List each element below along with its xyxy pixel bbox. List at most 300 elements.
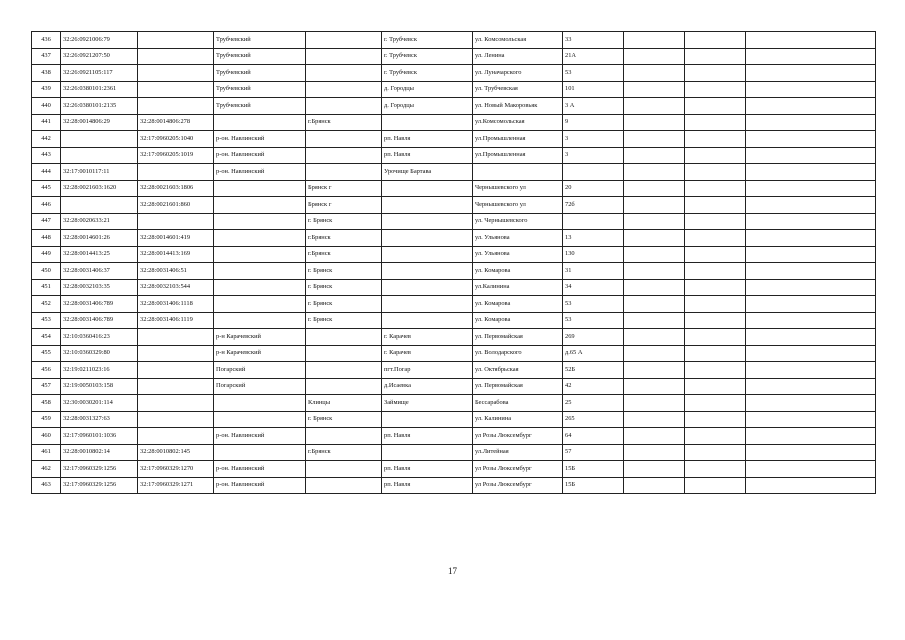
settlement-cell: пгт.Погар [382, 362, 473, 379]
row-number-cell: 448 [32, 230, 61, 247]
district-cell: Трубчевский [214, 32, 306, 49]
cadastral-number-2-cell: 32:17:0960329:1271 [138, 477, 214, 494]
cadastral-number-cell: 32:28:0014601:26 [61, 230, 138, 247]
row-number-cell: 436 [32, 32, 61, 49]
cadastral-number-2-cell [138, 345, 214, 362]
house-number-cell: 57 [563, 444, 624, 461]
settlement-cell: рп. Навля [382, 461, 473, 478]
cadastral-number-2-cell [138, 213, 214, 230]
table-row [32, 329, 876, 346]
extra-cell-3 [746, 230, 876, 247]
settlement-cell: рп. Навля [382, 428, 473, 445]
house-number-cell: 25 [563, 395, 624, 412]
district-cell [214, 197, 306, 214]
cadastral-number-2-cell: 32:28:0031406:1118 [138, 296, 214, 313]
extra-cell-3 [746, 32, 876, 49]
registry-table [31, 31, 876, 494]
house-number-cell [563, 213, 624, 230]
extra-cell-2 [685, 395, 746, 412]
table-row [32, 147, 876, 164]
house-number-cell: 20 [563, 180, 624, 197]
extra-cell-3 [746, 477, 876, 494]
extra-cell-3 [746, 213, 876, 230]
cadastral-number-2-cell [138, 164, 214, 181]
city-cell [306, 461, 382, 478]
city-cell: г.Брянск [306, 246, 382, 263]
settlement-cell: г. Трубчевск [382, 48, 473, 65]
settlement-cell [382, 180, 473, 197]
house-number-cell: 53 [563, 312, 624, 329]
house-number-cell [563, 164, 624, 181]
district-cell [214, 230, 306, 247]
city-cell: г.Брянск [306, 114, 382, 131]
settlement-cell: д.Исаевка [382, 378, 473, 395]
city-cell [306, 345, 382, 362]
district-cell [214, 279, 306, 296]
city-cell [306, 32, 382, 49]
street-cell: ул. Трубчевская [473, 81, 563, 98]
extra-cell-2 [685, 197, 746, 214]
street-cell: ул. Комсомольская [473, 32, 563, 49]
district-cell: р-он. Навлинский [214, 461, 306, 478]
house-number-cell: 265 [563, 411, 624, 428]
extra-cell-1 [624, 48, 685, 65]
settlement-cell [382, 197, 473, 214]
street-cell: ул.Литейная [473, 444, 563, 461]
city-cell [306, 362, 382, 379]
extra-cell-3 [746, 98, 876, 115]
cadastral-number-cell: 32:10:0360329:80 [61, 345, 138, 362]
cadastral-number-2-cell [138, 362, 214, 379]
page-number: 17 [448, 566, 457, 576]
house-number-cell: 15Б [563, 461, 624, 478]
city-cell: г. Брянск [306, 296, 382, 313]
house-number-cell: 3 [563, 131, 624, 148]
city-cell: г. Брянск [306, 279, 382, 296]
city-cell: г.Брянск [306, 444, 382, 461]
street-cell: ул. Чернышевского [473, 213, 563, 230]
table-row [32, 477, 876, 494]
extra-cell-2 [685, 180, 746, 197]
table-row [32, 230, 876, 247]
row-number-cell: 440 [32, 98, 61, 115]
extra-cell-2 [685, 477, 746, 494]
row-number-cell: 452 [32, 296, 61, 313]
cadastral-number-2-cell: 32:28:0031406:51 [138, 263, 214, 280]
cadastral-number-2-cell [138, 329, 214, 346]
cadastral-number-cell: 32:26:0921105:117 [61, 65, 138, 82]
settlement-cell [382, 213, 473, 230]
cadastral-number-2-cell [138, 48, 214, 65]
row-number-cell: 442 [32, 131, 61, 148]
extra-cell-3 [746, 444, 876, 461]
city-cell [306, 428, 382, 445]
house-number-cell: 34 [563, 279, 624, 296]
district-cell [214, 114, 306, 131]
extra-cell-2 [685, 147, 746, 164]
extra-cell-3 [746, 81, 876, 98]
street-cell: ул Розы Люксембург [473, 428, 563, 445]
cadastral-number-cell: 32:10:0360416:23 [61, 329, 138, 346]
extra-cell-2 [685, 345, 746, 362]
city-cell [306, 477, 382, 494]
extra-cell-2 [685, 164, 746, 181]
table-row [32, 180, 876, 197]
row-number-cell: 459 [32, 411, 61, 428]
district-cell: Трубчевский [214, 48, 306, 65]
row-number-cell: 463 [32, 477, 61, 494]
table-row [32, 444, 876, 461]
table-row [32, 263, 876, 280]
cadastral-number-cell: 32:28:0014413:25 [61, 246, 138, 263]
extra-cell-2 [685, 65, 746, 82]
cadastral-number-2-cell: 32:28:0031406:1119 [138, 312, 214, 329]
settlement-cell [382, 114, 473, 131]
extra-cell-1 [624, 246, 685, 263]
settlement-cell: рп. Навля [382, 477, 473, 494]
extra-cell-2 [685, 213, 746, 230]
settlement-cell: г. Трубчевск [382, 65, 473, 82]
street-cell: ул Розы Люксембург [473, 477, 563, 494]
city-cell: Брянск г [306, 180, 382, 197]
extra-cell-3 [746, 180, 876, 197]
city-cell: г. Брянск [306, 312, 382, 329]
street-cell: ул. Октябрьская [473, 362, 563, 379]
street-cell: ул. Володарского [473, 345, 563, 362]
house-number-cell: 9 [563, 114, 624, 131]
table-row [32, 312, 876, 329]
extra-cell-3 [746, 411, 876, 428]
row-number-cell: 438 [32, 65, 61, 82]
cadastral-number-cell: 32:26:0921006:79 [61, 32, 138, 49]
extra-cell-1 [624, 279, 685, 296]
city-cell [306, 48, 382, 65]
street-cell: ул. Калинина [473, 411, 563, 428]
extra-cell-3 [746, 296, 876, 313]
settlement-cell [382, 263, 473, 280]
extra-cell-3 [746, 114, 876, 131]
row-number-cell: 458 [32, 395, 61, 412]
district-cell: Трубчевский [214, 98, 306, 115]
cadastral-number-2-cell: 32:17:0960205:1019 [138, 147, 214, 164]
extra-cell-1 [624, 213, 685, 230]
house-number-cell: 53 [563, 65, 624, 82]
district-cell: Трубчевский [214, 65, 306, 82]
city-cell [306, 147, 382, 164]
table-row [32, 395, 876, 412]
row-number-cell: 441 [32, 114, 61, 131]
cadastral-number-cell: 32:28:0021603:1620 [61, 180, 138, 197]
district-cell [214, 296, 306, 313]
cadastral-number-2-cell: 32:28:0032103:544 [138, 279, 214, 296]
cadastral-number-2-cell: 32:17:0960205:1040 [138, 131, 214, 148]
cadastral-number-cell: 32:26:0921207:50 [61, 48, 138, 65]
table-row [32, 213, 876, 230]
row-number-cell: 443 [32, 147, 61, 164]
settlement-cell [382, 246, 473, 263]
row-number-cell: 449 [32, 246, 61, 263]
extra-cell-1 [624, 345, 685, 362]
table-row [32, 98, 876, 115]
city-cell [306, 164, 382, 181]
district-cell: р-он. Навлинский [214, 164, 306, 181]
district-cell: р-он. Навлинский [214, 428, 306, 445]
row-number-cell: 456 [32, 362, 61, 379]
extra-cell-1 [624, 329, 685, 346]
cadastral-number-2-cell [138, 32, 214, 49]
extra-cell-3 [746, 131, 876, 148]
extra-cell-2 [685, 32, 746, 49]
table-row [32, 428, 876, 445]
city-cell [306, 131, 382, 148]
house-number-cell: д.65 А [563, 345, 624, 362]
extra-cell-1 [624, 296, 685, 313]
house-number-cell: 3 [563, 147, 624, 164]
extra-cell-2 [685, 329, 746, 346]
cadastral-number-cell: 32:28:0020633:21 [61, 213, 138, 230]
cadastral-number-cell: 32:28:0014806:29 [61, 114, 138, 131]
settlement-cell: г. Карачев [382, 345, 473, 362]
extra-cell-3 [746, 461, 876, 478]
city-cell [306, 98, 382, 115]
extra-cell-1 [624, 164, 685, 181]
row-number-cell: 453 [32, 312, 61, 329]
district-cell [214, 444, 306, 461]
extra-cell-3 [746, 147, 876, 164]
district-cell: р-н Карачевский [214, 345, 306, 362]
extra-cell-1 [624, 395, 685, 412]
settlement-cell [382, 444, 473, 461]
registry-table-body [32, 32, 876, 494]
street-cell: ул. Первомайская [473, 329, 563, 346]
settlement-cell: Займище [382, 395, 473, 412]
extra-cell-3 [746, 329, 876, 346]
table-row [32, 246, 876, 263]
settlement-cell [382, 312, 473, 329]
cadastral-number-cell: 32:19:0211023:16 [61, 362, 138, 379]
district-cell: р-он. Навлинский [214, 147, 306, 164]
extra-cell-2 [685, 48, 746, 65]
row-number-cell: 445 [32, 180, 61, 197]
cadastral-number-2-cell: 32:28:0021603:1806 [138, 180, 214, 197]
settlement-cell: г. Трубчевск [382, 32, 473, 49]
street-cell: Чернышевского ул [473, 180, 563, 197]
city-cell: г. Брянск [306, 263, 382, 280]
extra-cell-1 [624, 444, 685, 461]
extra-cell-2 [685, 114, 746, 131]
street-cell: ул.Комсомольская [473, 114, 563, 131]
city-cell: г. Брянск [306, 411, 382, 428]
table-row [32, 296, 876, 313]
cadastral-number-2-cell: 32:28:0014806:278 [138, 114, 214, 131]
extra-cell-2 [685, 263, 746, 280]
table-row [32, 48, 876, 65]
extra-cell-2 [685, 444, 746, 461]
table-row [32, 411, 876, 428]
street-cell [473, 164, 563, 181]
extra-cell-2 [685, 246, 746, 263]
extra-cell-2 [685, 411, 746, 428]
table-row [32, 461, 876, 478]
cadastral-number-2-cell [138, 378, 214, 395]
extra-cell-2 [685, 461, 746, 478]
street-cell: Чернышевского ул [473, 197, 563, 214]
street-cell: ул. Первомайская [473, 378, 563, 395]
district-cell [214, 213, 306, 230]
district-cell: р-он. Навлинский [214, 131, 306, 148]
cadastral-number-2-cell: 32:17:0960329:1270 [138, 461, 214, 478]
settlement-cell [382, 230, 473, 247]
street-cell: Бессарабова [473, 395, 563, 412]
house-number-cell: 53 [563, 296, 624, 313]
cadastral-number-cell: 32:17:0960329:1256 [61, 461, 138, 478]
extra-cell-1 [624, 362, 685, 379]
cadastral-number-2-cell: 32:28:0014413:169 [138, 246, 214, 263]
house-number-cell: 31 [563, 263, 624, 280]
extra-cell-1 [624, 131, 685, 148]
table-row [32, 131, 876, 148]
extra-cell-2 [685, 296, 746, 313]
extra-cell-1 [624, 312, 685, 329]
settlement-cell: Урочище Бартава [382, 164, 473, 181]
row-number-cell: 439 [32, 81, 61, 98]
extra-cell-3 [746, 345, 876, 362]
extra-cell-2 [685, 362, 746, 379]
extra-cell-1 [624, 461, 685, 478]
row-number-cell: 444 [32, 164, 61, 181]
district-cell [214, 263, 306, 280]
house-number-cell: 13 [563, 230, 624, 247]
row-number-cell: 454 [32, 329, 61, 346]
extra-cell-3 [746, 164, 876, 181]
extra-cell-3 [746, 263, 876, 280]
cadastral-number-cell: 32:30:0030201:114 [61, 395, 138, 412]
settlement-cell: д. Городцы [382, 81, 473, 98]
cadastral-number-cell: 32:28:0010802:14 [61, 444, 138, 461]
extra-cell-2 [685, 279, 746, 296]
cadastral-number-2-cell [138, 81, 214, 98]
row-number-cell: 462 [32, 461, 61, 478]
extra-cell-1 [624, 65, 685, 82]
cadastral-number-2-cell [138, 428, 214, 445]
extra-cell-1 [624, 411, 685, 428]
extra-cell-1 [624, 98, 685, 115]
extra-cell-1 [624, 263, 685, 280]
street-cell: ул Розы Люксембург [473, 461, 563, 478]
cadastral-number-cell [61, 147, 138, 164]
table-row [32, 345, 876, 362]
cadastral-number-cell [61, 131, 138, 148]
street-cell: ул. Комарова [473, 263, 563, 280]
cadastral-number-cell: 32:28:0031406:789 [61, 296, 138, 313]
extra-cell-3 [746, 395, 876, 412]
extra-cell-3 [746, 246, 876, 263]
house-number-cell: 15Б [563, 477, 624, 494]
district-cell [214, 246, 306, 263]
extra-cell-1 [624, 230, 685, 247]
street-cell: ул.Калинина [473, 279, 563, 296]
street-cell: ул.Промышленная [473, 147, 563, 164]
street-cell: ул. Новый Макоровьяк [473, 98, 563, 115]
extra-cell-1 [624, 197, 685, 214]
house-number-cell: 72б [563, 197, 624, 214]
row-number-cell: 437 [32, 48, 61, 65]
row-number-cell: 450 [32, 263, 61, 280]
extra-cell-3 [746, 378, 876, 395]
table-row [32, 81, 876, 98]
city-cell: Брянск г [306, 197, 382, 214]
extra-cell-3 [746, 428, 876, 445]
settlement-cell: рп. Навля [382, 147, 473, 164]
row-number-cell: 457 [32, 378, 61, 395]
extra-cell-3 [746, 65, 876, 82]
city-cell: г. Брянск [306, 213, 382, 230]
cadastral-number-cell: 32:19:0050103:158 [61, 378, 138, 395]
extra-cell-1 [624, 114, 685, 131]
settlement-cell: рп. Навля [382, 131, 473, 148]
city-cell [306, 329, 382, 346]
row-number-cell: 447 [32, 213, 61, 230]
district-cell: р-н Карачевский [214, 329, 306, 346]
cadastral-number-2-cell [138, 98, 214, 115]
row-number-cell: 446 [32, 197, 61, 214]
street-cell: ул. Ульянова [473, 230, 563, 247]
extra-cell-3 [746, 312, 876, 329]
house-number-cell: 33 [563, 32, 624, 49]
extra-cell-1 [624, 378, 685, 395]
extra-cell-3 [746, 362, 876, 379]
cadastral-number-2-cell: 32:28:0014601:419 [138, 230, 214, 247]
extra-cell-3 [746, 48, 876, 65]
cadastral-number-cell: 32:17:0010117:11 [61, 164, 138, 181]
cadastral-number-cell [61, 197, 138, 214]
cadastral-number-cell: 32:26:0380101:2135 [61, 98, 138, 115]
district-cell: Погарский [214, 362, 306, 379]
street-cell: ул. Комарова [473, 312, 563, 329]
house-number-cell: 101 [563, 81, 624, 98]
cadastral-number-cell: 32:28:0031327:63 [61, 411, 138, 428]
table-row [32, 362, 876, 379]
city-cell: Клинцы [306, 395, 382, 412]
cadastral-number-cell: 32:17:0960101:1036 [61, 428, 138, 445]
settlement-cell [382, 296, 473, 313]
district-cell [214, 395, 306, 412]
extra-cell-1 [624, 81, 685, 98]
district-cell: р-он. Навлинский [214, 477, 306, 494]
table-row [32, 32, 876, 49]
cadastral-number-cell: 32:28:0031406:789 [61, 312, 138, 329]
district-cell [214, 312, 306, 329]
extra-cell-3 [746, 279, 876, 296]
extra-cell-1 [624, 477, 685, 494]
cadastral-number-cell: 32:28:0032103:35 [61, 279, 138, 296]
table-row [32, 65, 876, 82]
extra-cell-1 [624, 428, 685, 445]
settlement-cell [382, 279, 473, 296]
house-number-cell: 42 [563, 378, 624, 395]
house-number-cell: 52Б [563, 362, 624, 379]
house-number-cell: 130 [563, 246, 624, 263]
settlement-cell: г. Карачев [382, 329, 473, 346]
cadastral-number-cell: 32:28:0031406:37 [61, 263, 138, 280]
settlement-cell [382, 411, 473, 428]
row-number-cell: 455 [32, 345, 61, 362]
cadastral-number-cell: 32:17:0960329:1256 [61, 477, 138, 494]
table-row [32, 164, 876, 181]
house-number-cell: 64 [563, 428, 624, 445]
table-row [32, 279, 876, 296]
street-cell: ул. Луначарского [473, 65, 563, 82]
